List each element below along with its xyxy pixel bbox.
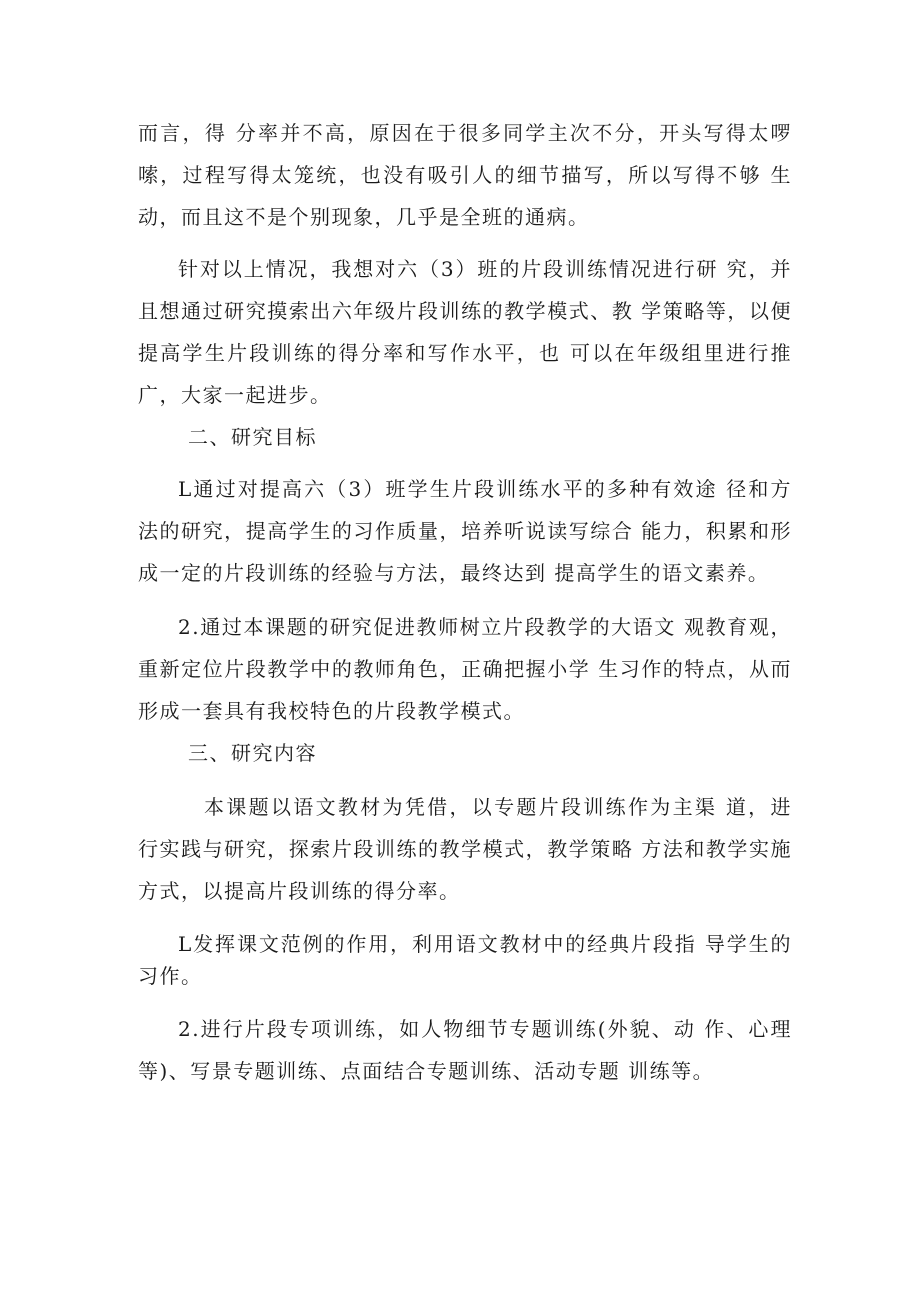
content-item-2: 2.进行片段专项训练，如人物细节专题训练(外貌、动 作、心理等)、写景专题训练、点面结合专题训练、活动专题 训练等。 [138, 1017, 792, 1083]
section-heading-content: 三、研究内容 [188, 741, 317, 765]
paragraph-background: 针对以上情况，我想对六（3）班的片段训练情况进行研 究，并且想通过研究摸索出六年级片段训练的教学模式、教 学策略等，以便提高学生片段训练的得分率和写作水平，也 可以在年级组里进行推广，大家一起进步。 [138, 257, 792, 407]
document-body [138, 112, 792, 1092]
paragraph-content-intro: 本课题以语文教材为凭借，以专题片段训练作为主渠 道，进行实践与研究，探索片段训练的教学模式，教学策略 方法和教学实施方式，以提高片段训练的得分率。 [138, 795, 792, 903]
content-item-1: L发挥课文范例的作用，利用语文教材中的经典片段指 导学生的习作。 [138, 932, 792, 988]
goal-item-2: 2.通过本课题的研究促进教师树立片段教学的大语文 观教育观，重新定位片段教学中的教师角色，正确把握小学 生习作的特点，从而形成一套具有我校特色的片段教学模式。 [138, 615, 792, 723]
goal-item-1: L通过对提高六（3）班学生片段训练水平的多种有效途 径和方法的研究，提高学生的习作质量，培养听说读写综合 能力，积累和形成一定的片段训练的经验与方法，最终达到 提高学生的语文素养。 [138, 477, 792, 585]
paragraph-continuation: 而言，得 分率并不高，原因在于很多同学主次不分，开头写得太啰嗦，过程写得太笼统，也没有吸引人的细节描写，所以写得不够 生动，而且这不是个别现象，几乎是全班的通病。 [138, 121, 792, 229]
section-heading-goals: 二、研究目标 [188, 425, 317, 449]
